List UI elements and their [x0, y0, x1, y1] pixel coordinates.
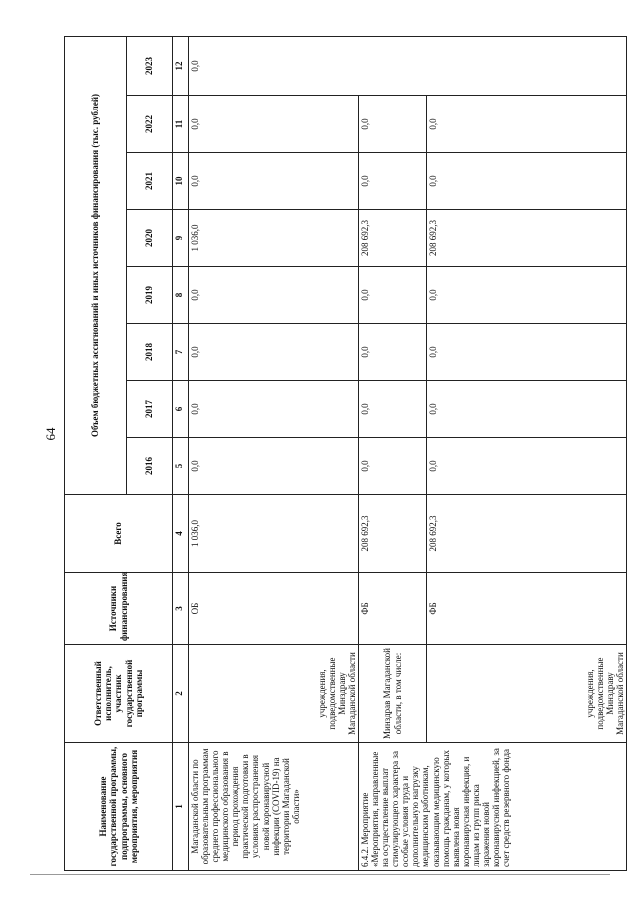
year-2018: 2018 — [127, 324, 173, 381]
row-name: 6.4.2. Мероприятие «Мероприятия, направленные на осуществление выплат стимулирующего характера за особые условия труда и дополнительную нагрузку медицинским работникам, оказывающим медицинскую помощь гражданам, у которых выявлена новая коронавирусная инфекция, и лицам из групп риска заражения новой коронавирусной инфекцией, за счет средств резервного фонда — [359, 743, 627, 871]
value-2018: 0,0 — [189, 324, 359, 381]
value-2022: 0,0 — [427, 96, 627, 153]
value-2020: 208 692,3 — [359, 210, 427, 267]
value-2020: 1 036,0 — [189, 210, 359, 267]
value-2016: 0,0 — [427, 438, 627, 495]
col-num: 9 — [173, 210, 189, 267]
year-2021: 2021 — [127, 153, 173, 210]
row-source: ФБ — [427, 573, 627, 645]
row-total: 1 036,0 — [189, 495, 359, 573]
value-2017: 0,0 — [189, 381, 359, 438]
value-2020: 208 692,3 — [427, 210, 627, 267]
row-total: 208 692,3 — [427, 495, 627, 573]
row-responsible: учреждения, подведомственные Минздраву Магаданской области — [427, 645, 627, 743]
value-2021: 0,0 — [427, 153, 627, 210]
bottom-rule — [30, 874, 610, 875]
value-2016: 0,0 — [359, 438, 427, 495]
table-row — [359, 36, 427, 870]
value-2019: 0,0 — [359, 267, 427, 324]
page-number: 64 — [43, 427, 58, 441]
value-2021: 0,0 — [359, 153, 427, 210]
col-num: 12 — [173, 36, 189, 95]
value-2019: 0,0 — [427, 267, 627, 324]
col-num: 8 — [173, 267, 189, 324]
year-2020: 2020 — [127, 210, 173, 267]
col-num: 7 — [173, 324, 189, 381]
year-2023: 2023 — [127, 36, 173, 95]
value-2017: 0,0 — [359, 381, 427, 438]
value-2017: 0,0 — [427, 381, 627, 438]
value-2019: 0,0 — [189, 267, 359, 324]
row-source: ФБ — [359, 573, 427, 645]
value-2018: 0,0 — [359, 324, 427, 381]
year-2022: 2022 — [127, 96, 173, 153]
value-2016: 0,0 — [189, 438, 359, 495]
header-name: Наименование государственной программы, подпрограммы, основного мероприятия, мероприятия — [65, 743, 173, 871]
row-name: Магаданской области по образовательным программам среднего профессионального медицинского образования в период прохождения практической подготовки в условиях распространения новой коронавирусной инфекции (COVID-19) на территории Магаданской области» — [189, 743, 359, 871]
header-source: Источники финансирования — [65, 573, 173, 645]
col-num: 3 — [173, 573, 189, 645]
row-responsible: учреждения, подведомственные Минздраву Магаданской области — [189, 645, 359, 743]
table-row — [189, 36, 359, 870]
year-2019: 2019 — [127, 267, 173, 324]
col-num: 6 — [173, 381, 189, 438]
header-responsible: Ответственный исполнитель, участник государственной программы — [65, 645, 173, 743]
value-2018: 0,0 — [427, 324, 627, 381]
row-total: 208 692,3 — [359, 495, 427, 573]
col-num: 4 — [173, 495, 189, 573]
header-row-1 — [65, 36, 127, 870]
header-total: Всего — [65, 495, 173, 573]
value-2022: 0,0 — [189, 96, 359, 153]
row-source: ОБ — [189, 573, 359, 645]
header-volume: Объем бюджетных ассигнований и иных источников финансирования (тыс. рублей) — [65, 36, 127, 494]
column-number-row — [173, 36, 189, 870]
col-num: 1 — [173, 743, 189, 871]
col-num: 2 — [173, 645, 189, 743]
col-num: 5 — [173, 438, 189, 495]
year-2017: 2017 — [127, 381, 173, 438]
value-2022: 0,0 — [359, 96, 427, 153]
year-2016: 2016 — [127, 438, 173, 495]
row-responsible: Минздрав Магаданской области, в том числе: — [359, 645, 427, 743]
col-num: 10 — [173, 153, 189, 210]
financing-table — [64, 36, 627, 871]
value-2021: 0,0 — [189, 153, 359, 210]
col-num: 11 — [173, 96, 189, 153]
value-2023: 0,0 — [189, 36, 627, 95]
